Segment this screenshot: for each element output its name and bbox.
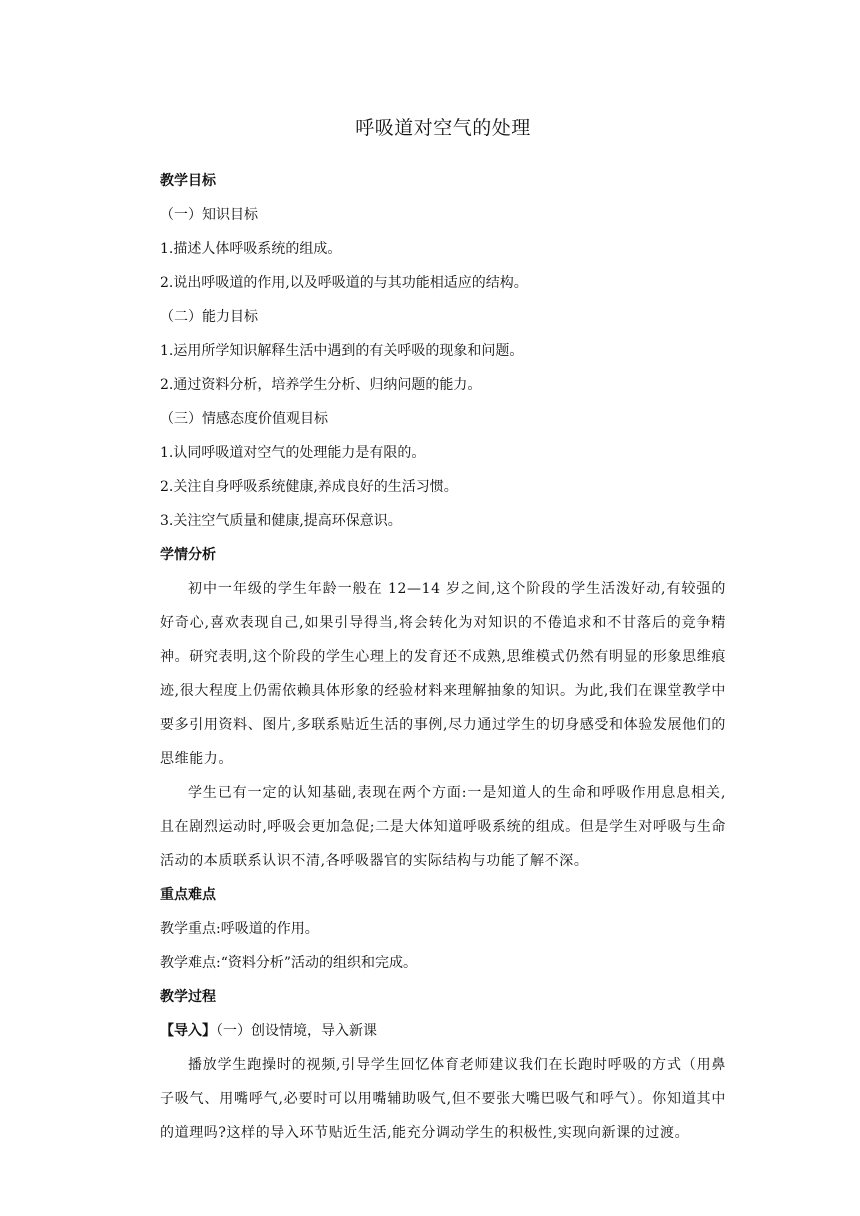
- process-paragraph-1: 播放学生跑操时的视频,引导学生回忆体育老师建议我们在长跑时呼吸的方式（用鼻子吸气、用嘴呼气,必要时可以用嘴辅助吸气,但不要张大嘴巴吸气和呼气）。你知道其中的道理吗?这样的导入环节贴近生活,能充分调动学生的积极性,实现向新课的过渡。: [160, 1057, 726, 1141]
- document-page: [160, 112, 726, 1150]
- intro-line: [160, 1014, 726, 1048]
- difficult-point: 教学难点:“资料分析”活动的组织和完成。: [160, 955, 418, 971]
- intro-text: （一）创设情境，导入新课: [216, 1023, 377, 1039]
- emotion-item-1: 1.认同呼吸道对空气的处理能力是有限的。: [160, 445, 426, 461]
- page-title: 呼吸道对空气的处理: [355, 117, 531, 139]
- intro-tag: 【导入】: [160, 1023, 216, 1039]
- analysis-paragraph-2: 学生已有一定的认知基础,表现在两个方面:一是知道人的生命和呼吸作用息息相关,且在剧烈运动时,呼吸会更加急促;二是大体知道呼吸系统的组成。但是学生对呼吸与生命活动的本质联系认识不清,各呼吸器官的实际结构与功能了解不深。: [160, 785, 726, 869]
- analysis-paragraph-1: 初中一年级的学生年龄一般在 12—14 岁之间,这个阶段的学生活泼好动,有较强的好奇心,喜欢表现自己,如果引导得当,将会转化为对知识的不倦追求和不甘落后的竞争精神。研究表明,这个阶段的学生心理上的发育还不成熟,思维模式仍然有明显的形象思维痕迹,很大程度上仍需依赖具体形象的经验材料来理解抽象的知识。为此,我们在课堂教学中要多引用资料、图片,多联系贴近生活的事例,尽力通过学生的切身感受和体验发展他们的思维能力。: [160, 581, 726, 767]
- key-point: 教学重点:呼吸道的作用。: [160, 921, 319, 937]
- subheading-emotion: （三）情感态度价值观目标: [160, 411, 328, 427]
- emotion-item-2: 2.关注自身呼吸系统健康,养成良好的生活习惯。: [160, 479, 458, 495]
- knowledge-item-2: 2.说出呼吸道的作用,以及呼吸道的与其功能相适应的结构。: [160, 275, 528, 291]
- section-heading-goals: 教学目标: [160, 173, 216, 189]
- subheading-ability: （二）能力目标: [160, 309, 258, 325]
- knowledge-item-1: 1.描述人体呼吸系统的组成。: [160, 241, 342, 257]
- ability-item-2: 2.通过资料分析，培养学生分析、归纳问题的能力。: [160, 377, 482, 393]
- section-heading-keypoints: 重点难点: [160, 887, 216, 903]
- ability-item-1: 1.运用所学知识解释生活中遇到的有关呼吸的现象和问题。: [160, 343, 524, 359]
- emotion-item-3: 3.关注空气质量和健康,提高环保意识。: [160, 513, 402, 529]
- subheading-knowledge: （一）知识目标: [160, 207, 258, 223]
- section-heading-analysis: 学情分析: [160, 547, 216, 563]
- section-heading-process: 教学过程: [160, 989, 216, 1005]
